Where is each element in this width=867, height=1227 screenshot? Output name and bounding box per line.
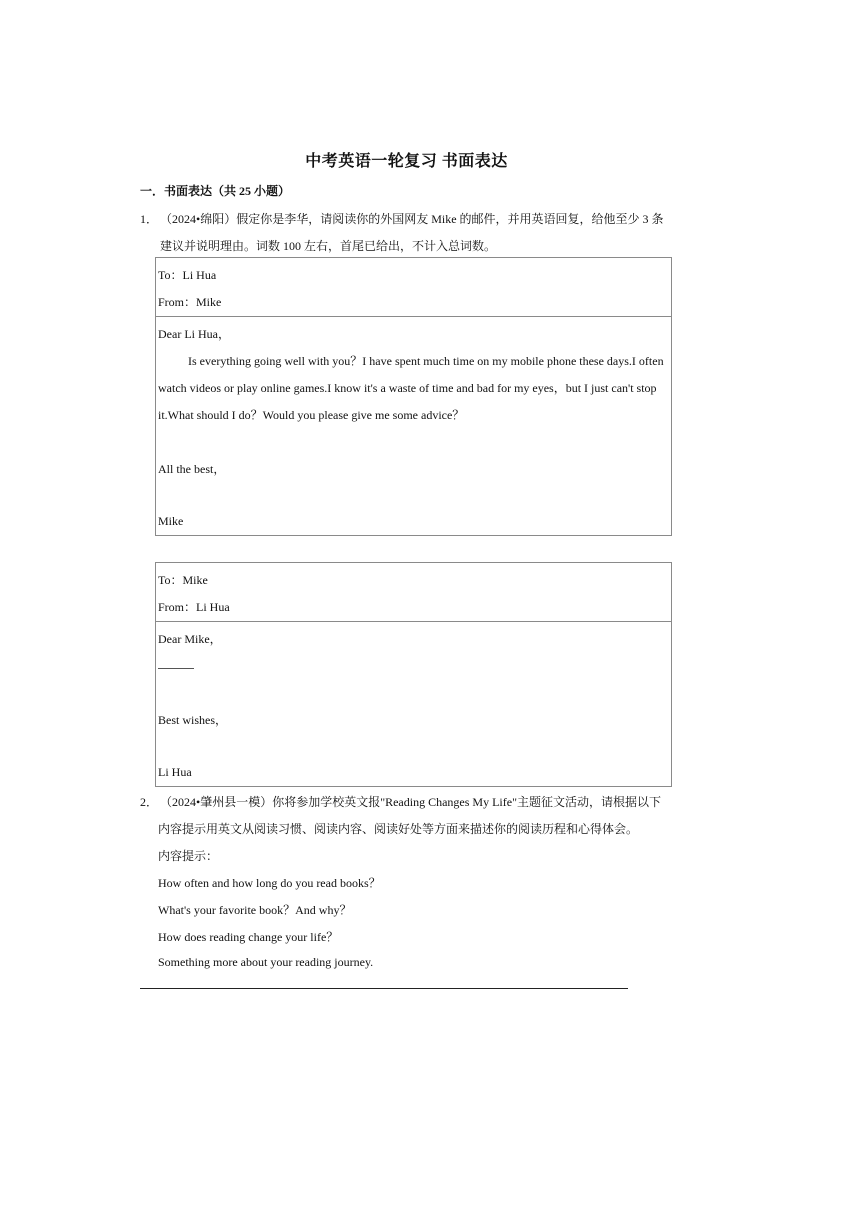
question-1-prompt [140, 210, 664, 227]
reply-email-box [155, 562, 672, 787]
question-2-hints-label: 内容提示： [158, 849, 219, 863]
incoming-email-signature: Mike [158, 514, 184, 528]
question-2-prompt-line2: 内容提示用英文从阅读习惯、阅读内容、阅读好处等方面来描述你的阅读历程和心得体会。 [158, 822, 639, 836]
reply-email-body [156, 622, 671, 787]
section-heading: 一．书面表达（共 25 小题） [140, 184, 291, 198]
reply-email-closing: Best wishes， [158, 713, 228, 727]
question-2-hint: How does reading change your life？ [158, 930, 339, 944]
question-1-number: 1． [140, 212, 159, 226]
reply-email-signature: Li Hua [158, 765, 192, 779]
reply-email-to: To：Mike [158, 573, 208, 587]
incoming-email-closing: All the best， [158, 462, 226, 476]
incoming-email-body-line2: watch videos or play online games.I know it's a waste of time and bad for my eyes，but I just can't stop [158, 381, 657, 395]
divider-line [140, 988, 628, 989]
reply-email-header [156, 563, 671, 622]
incoming-email-box [155, 257, 672, 536]
incoming-email-to: To：Li Hua [158, 268, 217, 282]
question-2-number: 2． [140, 795, 159, 809]
question-2-prompt [140, 793, 661, 810]
question-2-hint: How often and how long do you read books？ [158, 876, 381, 890]
incoming-email-from: From：Mike [158, 295, 222, 309]
reply-email-greeting: Dear Mike， [158, 632, 222, 646]
incoming-email-header [156, 258, 671, 317]
question-1-prompt-line2: 建议并说明理由。词数 100 左右，首尾已给出，不计入总词数。 [160, 239, 497, 253]
question-2-hint: What's your favorite book？And why？ [158, 903, 352, 917]
page-title: 中考英语一轮复习 书面表达 [305, 153, 508, 170]
incoming-email-body [156, 317, 671, 536]
question-1-prompt-line1: （2024•绵阳）假定你是李华，请阅读你的外国网友 Mike 的邮件，并用英语回复，给他至少 3 条 [160, 212, 664, 226]
incoming-email-greeting: Dear Li Hua， [158, 327, 230, 341]
question-2-prompt-line1: （2024•肇州县一模）你将参加学校英文报"Reading Changes My Life"主题征文活动，请根据以下 [160, 795, 661, 809]
answer-blank[interactable] [158, 668, 194, 669]
incoming-email-body-line3: it.What should I do？Would you please give me some advice？ [158, 408, 465, 422]
question-2-hint: Something more about your reading journey. [158, 955, 374, 969]
incoming-email-body-line1: Is everything going well with you？I have spent much time on my mobile phone these days.I often [188, 354, 664, 368]
reply-email-from: From：Li Hua [158, 600, 230, 614]
